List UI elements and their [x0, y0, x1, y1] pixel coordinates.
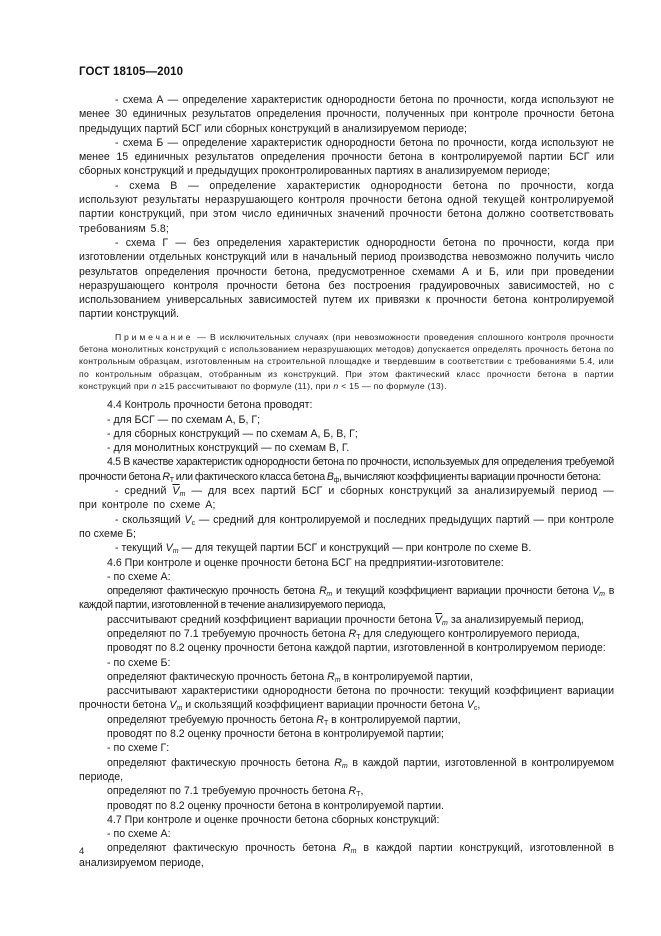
section-4-7: [79, 813, 614, 870]
section-4-4-title: 4.4 Контроль прочности бетона проводят:: [107, 399, 313, 412]
list-item: - для монолитных конструкций — по схемам В, Г.: [107, 442, 350, 455]
scheme-a-step-3: определяют по 7.1 требуемую прочность бетона $R_Т$ для следующего контролируемого периода,: [107, 627, 580, 641]
scheme-g-step-3: проводят по 8.2 оценку прочности бетона в контролируемой партии.: [107, 799, 444, 812]
paragraph-scheme-v: - схема В — определение характеристик однородности бетона по прочности, когда используют результаты неразрушающего контроля прочности бетона одной текущей контролируемой партии конструкций, при этом число единичных значений прочности бетона должно соответствовать требованиям 5.8;: [79, 179, 614, 235]
note-label: Примечание: [115, 331, 194, 342]
section-4-6-title: 4.6 При контроле и оценке прочности бетона БСГ на предприятии-изготовителе:: [107, 556, 504, 569]
scheme-a-step-1: определяют фактическую прочность бетона $R_m$ в каждой партии конструкций, изготовленной в анализируемом периоде,: [79, 842, 614, 869]
page-number: 4: [79, 846, 85, 857]
section-4-4: [79, 398, 614, 455]
scheme-a-step-4: проводят по 8.2 оценку прочности бетона каждой партии, изготовленной в контролируемом периоде:: [107, 642, 606, 655]
scheme-b-step-3: определяют требуемую прочность бетона $R_Т$ в контролируемой партии,: [107, 713, 461, 727]
paragraph-scheme-b: - схема Б — определение характеристик однородности бетона по прочности, когда используют не менее 15 единичных результатов определения прочности бетона в контролируемой партии БСГ или сборных конструкций и предыдущих проконтролированных партиях в анализируемом периоде;: [79, 136, 614, 178]
document-header: ГОСТ 18105—2010: [79, 66, 184, 78]
scheme-b-step-1: определяют фактическую прочность бетона $R_m$ в контролируемой партии,: [107, 670, 473, 684]
list-item: - для БСГ — по схемам А, Б, Г;: [107, 413, 261, 426]
coef-sliding: - скользящий $V_c$ — средний для контролируемой и последних предыдущих партий — при контроле по схеме Б;: [79, 513, 614, 540]
scheme-a-step-2: рассчитывают средний коэффициент вариации прочности бетона $\overline{V}_m$ за анализируемый период,: [107, 613, 584, 627]
scheme-g-step-1: определяют фактическую прочность бетона $R_m$ в каждой партии, изготовленной в контролируемом периоде,: [79, 756, 614, 783]
scheme-a-label: - по схеме А:: [107, 828, 171, 841]
scheme-b-label: - по схеме Б:: [107, 656, 171, 669]
scheme-a-label: - по схеме А:: [107, 570, 171, 583]
coef-average: - средний $\overline{V}_m$ — для всех партий БСГ и сборных конструкций за анализируемый период — при контроле по схеме А;: [79, 485, 614, 512]
section-4-7-title: 4.7 При контроле и оценке прочности бетона сборных конструкций:: [107, 813, 440, 826]
paragraph-scheme-g: - схема Г — без определения характеристик однородности бетона по прочности, когда при изготовлении отдельных конструкций или в начальный период производства невозможно получить число результатов определения прочности бетона, предусмотренное схемами А и Б, или при проведении неразрушающего контроля прочности бетона без построения градуировочных зависимостей, но с использованием универсальных зависимостей путем их привязки к прочности бетона контролируемой партии конструкций.: [79, 236, 614, 321]
scheme-g-step-2: определяют по 7.1 требуемую прочность бетона $R_Т$,: [107, 785, 364, 799]
scheme-g-label: - по схеме Г:: [107, 742, 170, 755]
section-4-5: [79, 455, 614, 555]
scheme-a-step-1: определяют фактическую прочность бетона $R_m$ и текущий коэффициент вариации прочности бетона $V_m$ в каждой партии, изготовленной в течение анализируемого периода,: [79, 585, 614, 612]
document-body: [79, 93, 614, 870]
paragraph-scheme-a: - схема А — определение характеристик однородности бетона по прочности, когда используют не менее 30 единичных результатов определения прочности, полученных при контроле прочности бетона предыдущих партий БСГ или сборных конструкций в анализируемом периоде;: [79, 94, 614, 135]
scheme-b-step-4: проводят по 8.2 оценку прочности бетона в контролируемой партии;: [107, 728, 444, 741]
section-4-5-intro: 4.5 В качестве характеристик однородности бетона по прочности, используемых для определения требуемой прочности бетона $R_Т$ или фактического класса бетона $B_ф$, вычисляют коэффициенты вариации прочности бетона:: [79, 456, 614, 484]
scheme-b-step-2: рассчитывают характеристики однородности бетона по прочности: текущий коэффициент вариации прочности бетона $V_m$ и скользящий коэффициент вариации прочности бетона $V_c$,: [79, 685, 614, 713]
note-block: Примечание — В исключительных случаях (при невозможности проведения сплошного контроля прочности бетона монолитных конструкций с использованием неразрушающих методов) допускается определять прочность бетона по контрольным образцам, изготовленным на строительной площадке и твердевшим в соответствии с требованиями 5.4, или по контрольным образцам, отобранным из конструкций. При этом фактический класс прочности бетона в партии конструкций при n ≥15 рассчитывают по формуле (11), при n < 15 — по формуле (13).: [79, 331, 614, 391]
section-4-6: [79, 556, 614, 813]
coef-current: - текущий $V_m$ — для текущей партии БСГ и конструкций — при контроле по схеме В.: [115, 542, 532, 556]
list-item: - для сборных конструкций — по схемам А, Б, В, Г;: [107, 427, 358, 440]
